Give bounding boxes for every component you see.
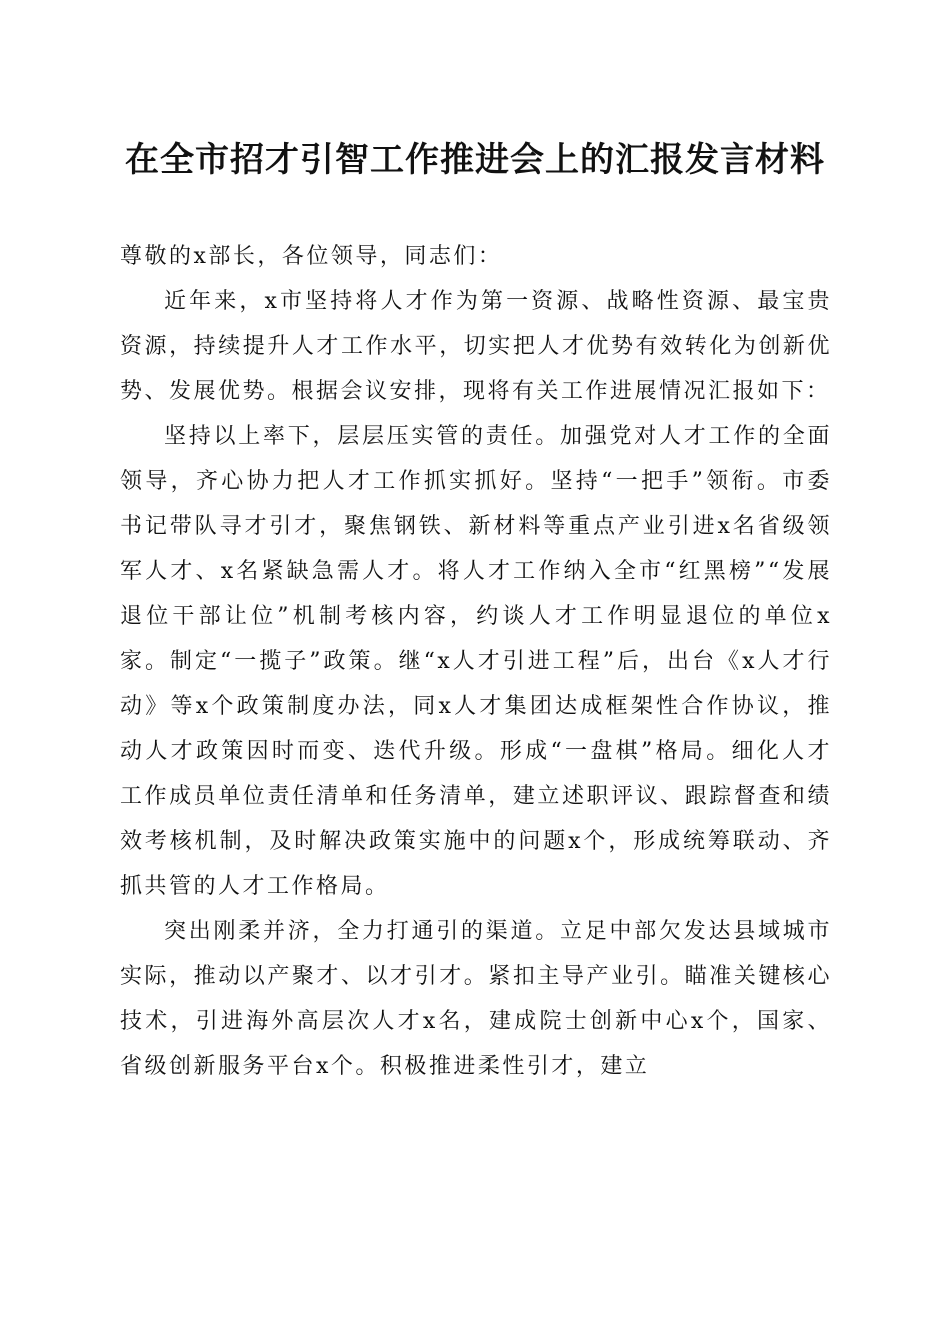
paragraph-responsibility: 坚持以上率下，层层压实管的责任。加强党对人才工作的全面领导，齐心协力把人才工作抓实抓好。坚持“一把手”领衔。市委书记带队寻才引才，聚焦钢铁、新材料等重点产业引进x名省级领军人才、x名紧缺急需人才。将人才工作纳入全市“红黑榜”“发展退位干部让位”机制考核内容，约谈人才工作明显退位的单位x家。制定“一揽子”政策。继“x人才引进工程”后，出台《x人才行动》等x个政策制度办法，同x人才集团达成框架性合作协议，推动人才政策因时而变、迭代升级。形成“一盘棋”格局。细化人才工作成员单位责任清单和任务清单，建立述职评议、跟踪督查和绩效考核机制，及时解决政策实施中的问题x个，形成统筹联动、齐抓共管的人才工作格局。 [120, 424, 832, 899]
salutation: 尊敬的x部长，各位领导，同志们： [120, 244, 503, 269]
paragraph-channels: 突出刚柔并济，全力打通引的渠道。立足中部欠发达县域城市实际，推动以产聚才、以才引才。紧扣主导产业引。瞄准关键核心技术，引进海外高层次人才x名，建成院士创新中心x个，国家、省级创新服务平台x个。积极推进柔性引才，建立 [120, 919, 832, 1079]
document-body [120, 234, 832, 1089]
document-title: 在全市招才引智工作推进会上的汇报发言材料 [125, 140, 825, 180]
paragraph-intro: 近年来，x市坚持将人才作为第一资源、战略性资源、最宝贵资源，持续提升人才工作水平，切实把人才优势有效转化为创新优势、发展优势。根据会议安排，现将有关工作进展情况汇报如下： [120, 289, 832, 404]
